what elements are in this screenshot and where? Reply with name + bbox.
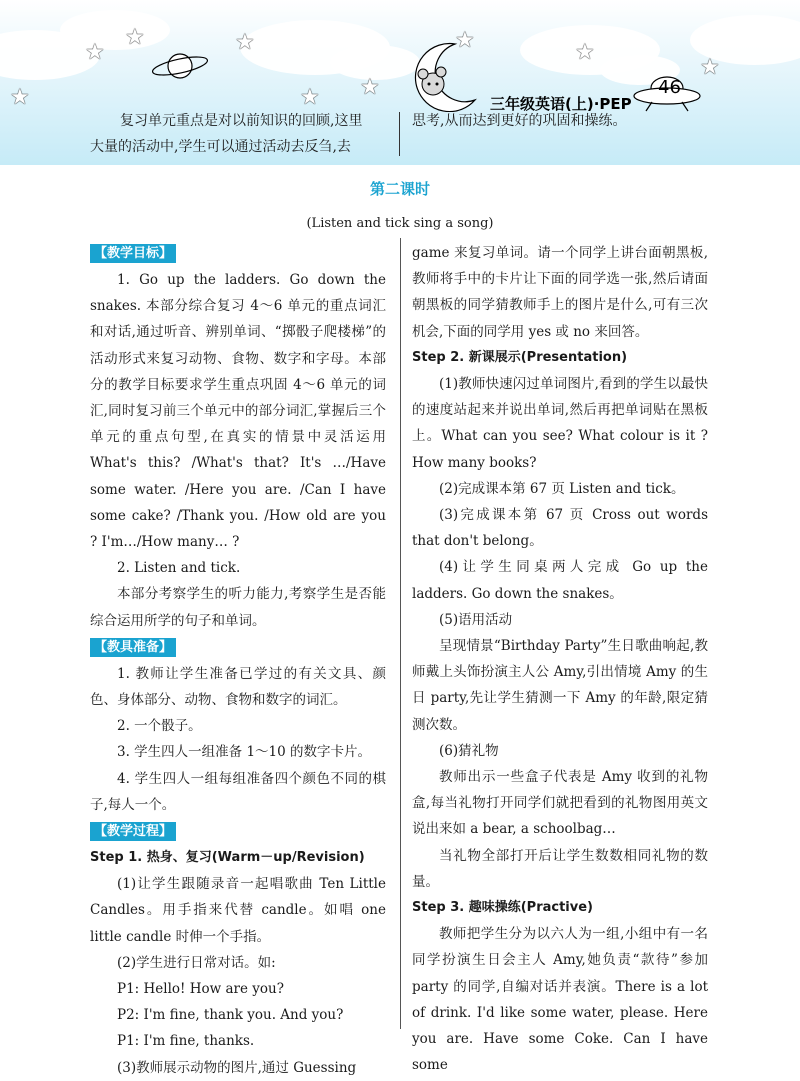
column-divider (399, 112, 400, 156)
star-icon: ★ (455, 28, 475, 53)
step-heading: Step 2. 新课展示(Presentation) (412, 349, 628, 365)
paragraph: (2)学生进行日常对话。如: (117, 954, 276, 971)
paragraph: 当礼物全部打开后让学生数数相同礼物的数量。 (412, 847, 708, 890)
paragraph: (3)完成课本第 67 页 Cross out words that don't belong。 (412, 507, 708, 550)
paragraph: 2. 一个骰子。 (117, 718, 202, 735)
paragraph: (6)猜礼物 (439, 742, 499, 759)
cloud-decoration (60, 10, 170, 50)
dialogue-line: P1: Hello! How are you? (117, 981, 284, 998)
star-icon: ★ (85, 40, 105, 65)
paragraph: (2)完成课本第 67 页 Listen and tick。 (439, 480, 685, 497)
paragraph: (1)让学生跟随录音一起唱歌曲 Ten Little Candles。用手指来代替 candle。如唱 one little candle 时伸一个手指。 (90, 876, 386, 945)
left-column (90, 240, 386, 1081)
paragraph: 本部分考察学生的听力能力,考察学生是否能综合运用所学的句子和单词。 (90, 586, 386, 629)
right-column (412, 240, 708, 1079)
continued-text-line: 复习单元重点是对以前知识的回顾,这里 (120, 113, 363, 129)
star-icon: ★ (235, 30, 255, 55)
paragraph: 呈现情景“Birthday Party”生日歌曲响起,教师戴上头饰扮演主人公 Amy,引出情境 Amy 的生日 party,先让学生猜测一下 Amy 的年龄,限定猜测次数。 (412, 638, 708, 733)
star-icon: ★ (575, 40, 595, 65)
paragraph: 1. Go up the ladders. Go down the snakes. 本部分综合复习 4～6 单元的重点词汇和对话,通过听音、辨别单词、“掷骰子爬楼梯”的活动形式来复习动物、食物、数字和字母。本部分的教学目标要求学生重点巩固 4～6 单元的词汇,同时复习前三个单元中的部分词汇,掌握后三个单元的重点句型,在真实的情景中灵活运用 What's this? /What's that? It's …/Have some water. /Here you are. /Can I have some cake? /Thank you. /How old are you ? I'm…/How many… ? (90, 272, 386, 551)
star-icon: ★ (300, 85, 320, 110)
step-heading: Step 3. 趣味操练(Practive) (412, 900, 593, 916)
moon-mouse-icon (405, 40, 485, 112)
dialogue-line: P2: I'm fine, thank you. And you? (117, 1007, 344, 1024)
paragraph: 3. 学生四人一组准备 1～10 的数字卡片。 (117, 744, 372, 761)
paragraph: 2. Listen and tick. (117, 560, 241, 577)
star-icon: ★ (360, 75, 380, 100)
continued-text-line: 思考,从而达到更好的巩固和操练。 (412, 113, 627, 129)
section-heading-materials: 【教具准备】 (90, 638, 176, 657)
page-number: 46 (658, 77, 681, 98)
paragraph: (3)教师展示动物的图片,通过 Guessing (117, 1059, 357, 1076)
grade-label: 三年级英语(上)·PEP (490, 95, 632, 113)
step-heading: Step 1. 热身、复习(Warm－up/Revision) (90, 850, 365, 866)
dialogue-line: P1: I'm fine, thanks. (117, 1033, 255, 1050)
continued-text-line: 大量的活动中,学生可以通过活动去反刍,去 (90, 139, 351, 155)
section-heading-process: 【教学过程】 (90, 822, 176, 841)
star-icon: ★ (700, 55, 720, 80)
section-heading-objectives: 【教学目标】 (90, 244, 176, 263)
paragraph: 教师出示一些盒子代表是 Amy 收到的礼物盒,每当礼物打开同学们就把看到的礼物图用英文说出来如 a bear, a schoolbag… (412, 769, 708, 838)
paragraph: 教师把学生分为以六人为一组,小组中有一名同学扮演生日会主人 Amy,她负责“款待”参加 party 的同学,自编对话并表演。There is a lot of drink. I'd like some water, please. Here you are. Have some Coke. Can I have some (412, 926, 708, 1074)
lesson-title: 第二课时 (369, 180, 430, 198)
planet-icon (150, 48, 210, 84)
paragraph: 1. 教师让学生准备已学过的有关文具、颜色、身体部分、动物、食物和数字的词汇。 (90, 665, 386, 709)
paragraph: 4. 学生四人一组每组准备四个颜色不同的棋子,每人一个。 (90, 770, 386, 813)
paragraph: (5)语用活动 (439, 611, 513, 628)
paragraph: (4)让学生同桌两人完成 Go up the ladders. Go down the snakes。 (412, 559, 708, 602)
paragraph: (1)教师快速闪过单词图片,看到的学生以最快的速度站起来并说出单词,然后再把单词贴在黑板上。What can you see? What colour is it ? How many books? (412, 376, 708, 471)
column-divider (400, 238, 401, 1029)
star-icon: ★ (125, 25, 145, 50)
lesson-subtitle: (Listen and tick sing a song) (306, 216, 494, 231)
paragraph: game 来复习单词。请一个同学上讲台面朝黑板,教师将手中的卡片让下面的同学选一张,然后请面朝黑板的同学猜教师手上的图片是什么,可有三次机会,下面的同学用 yes 或 no 来回答。 (412, 245, 708, 340)
star-icon: ★ (10, 85, 30, 110)
